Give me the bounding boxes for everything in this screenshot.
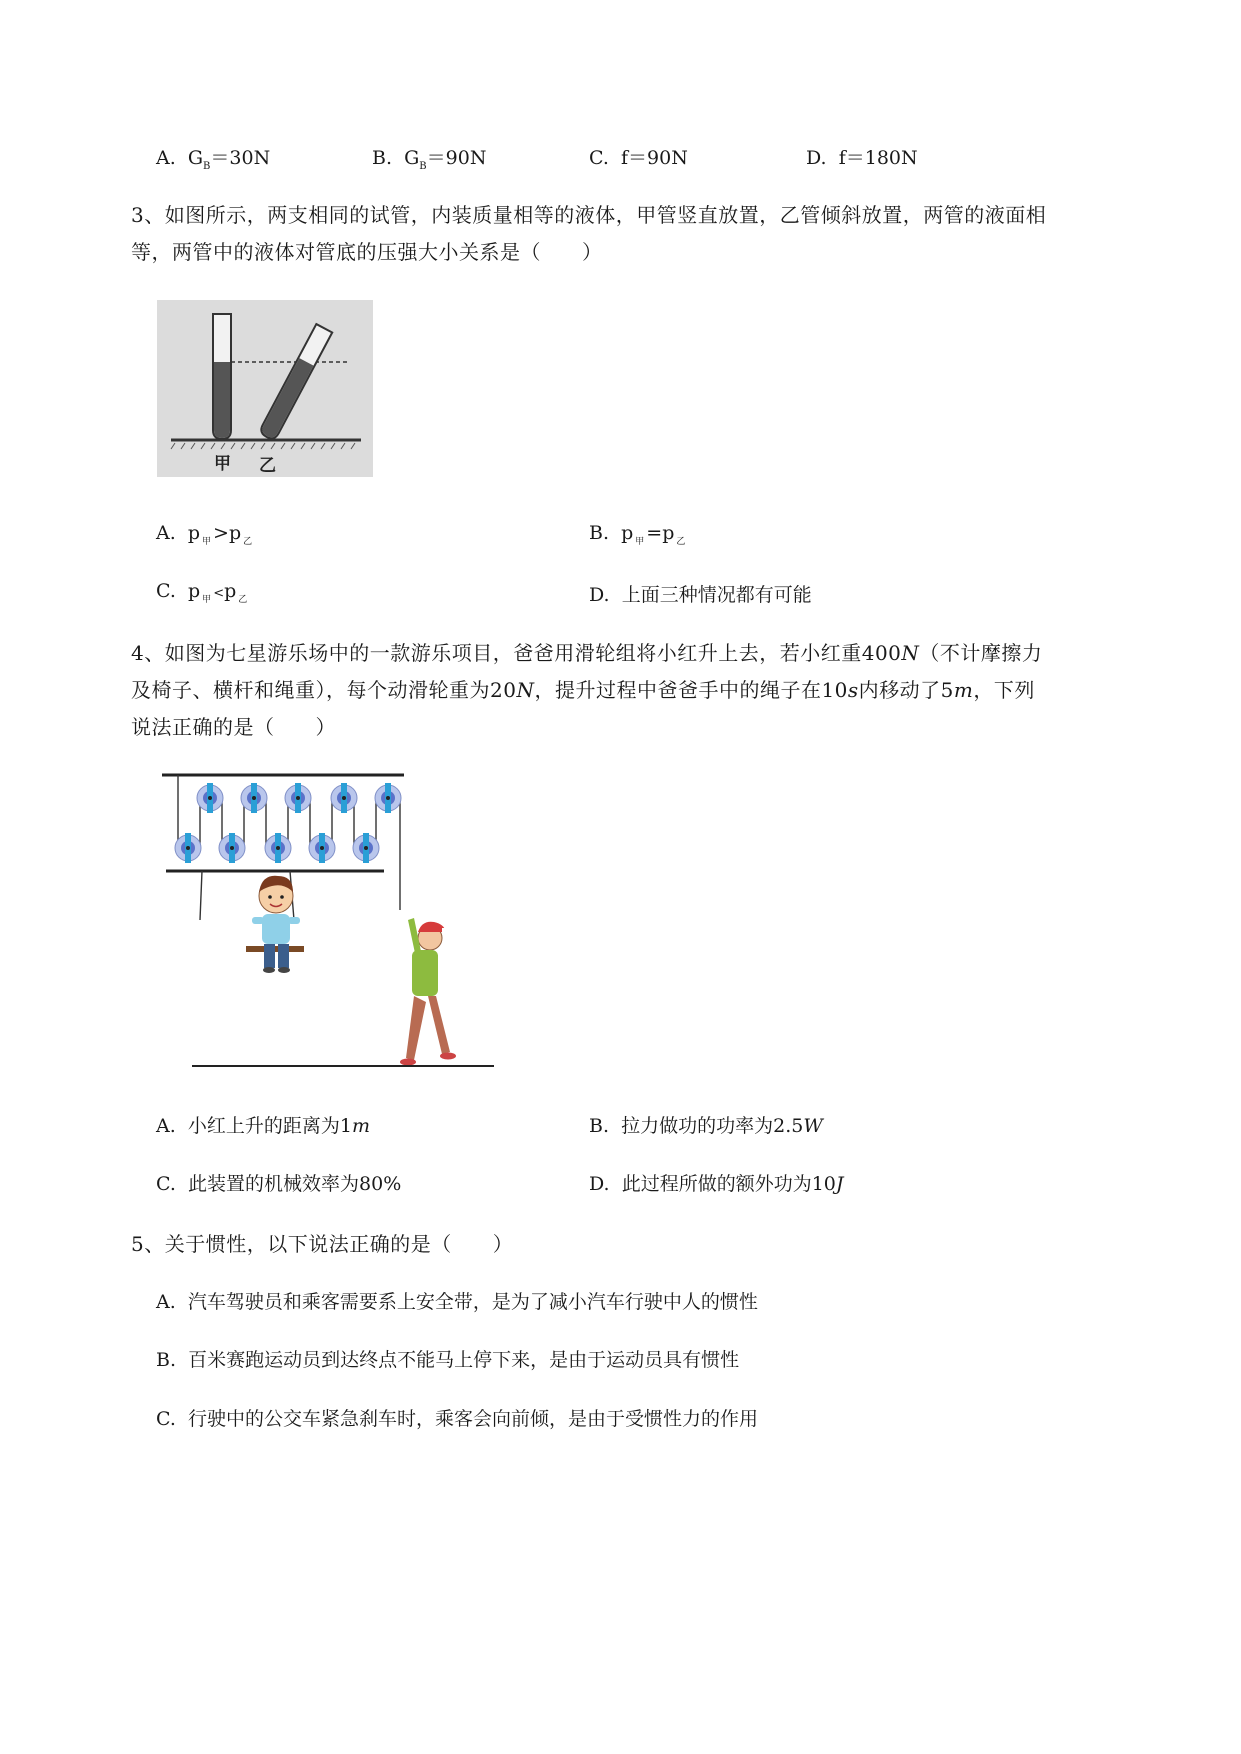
q4-stem-line3: 说法正确的是（ ） (131, 715, 336, 739)
q3-stem-line1: 3、如图所示，两支相同的试管，内装质量相等的液体，甲管竖直放置，乙管倾斜放置，两管的液面相 (131, 203, 1047, 227)
q5-stem: 5、关于惯性，以下说法正确的是（ ） (131, 1232, 514, 1256)
q4-stem-line2: 及椅子、横杆和绳重），每个动滑轮重为20N，提升过程中爸爸手中的绳子在10s内移动了5m，下列 (131, 678, 1035, 702)
tube-label-jia: 甲 (214, 454, 231, 474)
q2-option-c: C. f＝90N (589, 147, 688, 169)
q2-option-d: D. f＝180N (806, 147, 918, 169)
q4-option-d: D. 此过程所做的额外功为10J (589, 1173, 844, 1195)
q3-option-c: C. p $_甲$ <p $_乙$ (156, 580, 248, 605)
q4-option-b: B. 拉力做功的功率为2.5W (589, 1115, 823, 1137)
q5-option-b: B. 百米赛跑运动员到达终点不能马上停下来，是由于运动员具有惯性 (156, 1349, 740, 1371)
q3-option-b: B. p $_甲$ =p $_乙$ (589, 522, 686, 547)
pulley-system-figure (160, 770, 500, 1070)
q3-option-d: D. 上面三种情况都有可能 (589, 584, 812, 606)
tube-label-yi: 乙 (259, 456, 276, 476)
q5-option-c: C. 行驶中的公交车紧急刹车时，乘客会向前倾，是由于受惯性力的作用 (156, 1408, 759, 1430)
q2-option-a: A. $G_B=30N$ (156, 147, 271, 172)
q3-option-a: A. p $_甲$ >p $_乙$ (156, 522, 253, 547)
q2-option-b: B. $G_B=90N$ (372, 147, 487, 172)
q4-option-c: C. 此装置的机械效率为80% (156, 1173, 402, 1195)
q3-stem-line2: 等，两管中的液体对管底的压强大小关系是（ ） (131, 240, 603, 264)
q4-stem-line1: 4、如图为七星游乐场中的一款游乐项目，爸爸用滑轮组将小红升上去，若小红重400N（不计摩擦力 (131, 641, 1043, 665)
q5-option-a: A. 汽车驾驶员和乘客需要系上安全带，是为了减小汽车行驶中人的惯性 (156, 1291, 758, 1313)
q4-option-a: A. 小红上升的距离为1m (156, 1115, 370, 1137)
